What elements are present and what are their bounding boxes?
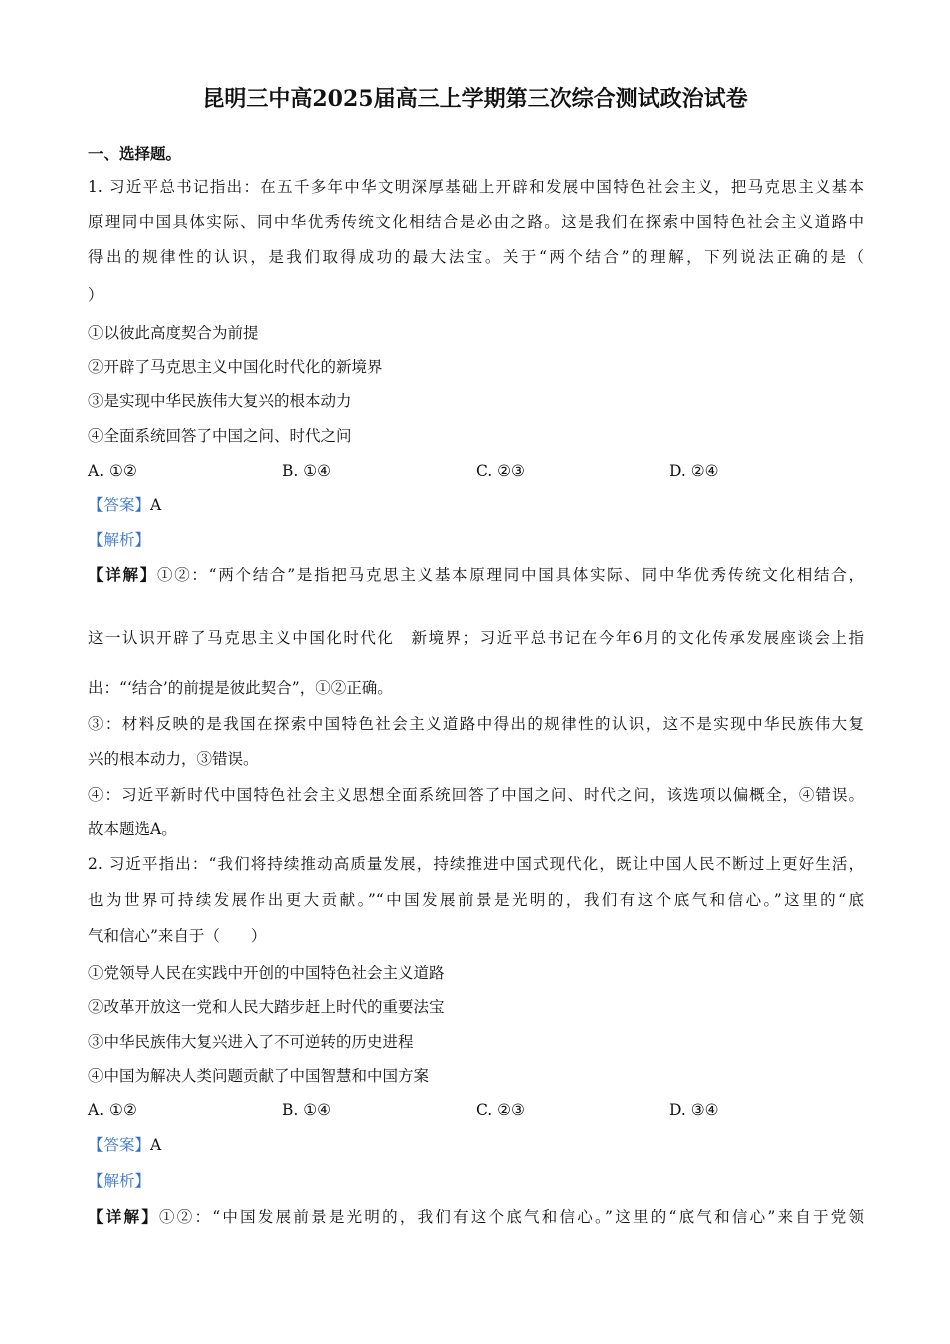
q1-option-d: D. ②④ [669,462,719,480]
q1-item-4: ④全面系统回答了中国之问、时代之问 [88,427,352,445]
q2-detail-text-1: ①②：“中国发展前景是光明的，我们有这个底气和信心。”这里的“底气和信心”来自于党领 [158,1208,864,1226]
q1-detail-line-6: ④：习近平新时代中国特色社会主义思想全面系统回答了中国之问、时代之问，该选项以偏概全，④错误。 [88,786,864,804]
q2-stem-line-1: 2. 习近平指出：“我们将持续推动高质量发展，持续推进中国式现代化，既让中国人民不断过上更好生活， [88,855,864,873]
q2-stem-line-3: 气和信心”来自于（ ） [88,927,267,945]
q1-detail-line-4: ③：材料反映的是我国在探索中国特色社会主义道路中得出的规律性的认识，这不是实现中华民族伟大复 [88,715,864,733]
q1-detail-line-5: 兴的根本动力，③错误。 [88,750,259,768]
q1-stem-line-3: 得出的规律性的认识，是我们取得成功的最大法宝。关于“两个结合”的理解，下列说法正确的是（ [88,248,864,266]
q2-answer-label: 【答案】 [88,1136,151,1154]
q1-detail-line-3: 出：“‘结合’的前提是彼此契合”，①②正确。 [88,679,393,697]
q1-option-a: A. ①② [88,462,137,480]
q1-detail-label: 【详解】 [88,565,157,584]
q1-answer-label: 【答案】 [88,496,151,514]
q2-option-c: C. ②③ [476,1101,525,1119]
q2-detail-line-1 [88,1206,864,1228]
q1-answer-value: A [150,496,162,514]
q1-item-2: ②开辟了马克思主义中国化时代化的新境界 [88,358,383,376]
q2-item-4: ④中国为解决人类问题贡献了中国智慧和中国方案 [88,1067,430,1085]
q2-item-2: ②改革开放这一党和人民大踏步赶上时代的重要法宝 [88,998,445,1016]
q1-stem-line-2: 原理同中国具体实际、同中华优秀传统文化相结合是必由之路。这是我们在探索中国特色社会主义道路中 [88,213,864,231]
q1-option-c: C. ②③ [476,462,525,480]
q1-detail-line-7: 故本题选A。 [88,820,177,838]
q2-detail-label: 【详解】 [88,1207,159,1226]
q2-answer-value: A [150,1136,162,1154]
q1-detail-line-1 [88,564,864,586]
q2-option-b: B. ①④ [282,1101,332,1119]
q1-stem-line-1: 1. 习近平总书记指出：在五千多年中华文明深厚基础上开辟和发展中国特色社会主义，把马克思主义基本 [88,178,864,196]
q1-analysis-label: 【解析】 [88,531,151,549]
q1-option-b: B. ①④ [282,462,332,480]
page-title: 昆明三中高2025届高三上学期第三次综合测试政治试卷 [202,86,748,112]
q2-option-a: A. ①② [88,1101,137,1119]
q2-analysis-label: 【解析】 [88,1172,151,1190]
q1-item-3: ③是实现中华民族伟大复兴的根本动力 [88,392,352,410]
q1-answer [88,494,161,516]
q1-stem-line-4: ） [88,286,104,304]
q2-item-3: ③中华民族伟大复兴进入了不可逆转的历史进程 [88,1033,414,1051]
section-heading: 一、选择题。 [88,144,182,163]
q1-item-1: ①以彼此高度契合为前提 [88,324,259,342]
q2-option-d: D. ③④ [669,1101,719,1119]
q1-detail-line-2: 这一认识开辟了马克思主义中国化时代化 新境界；习近平总书记在今年6月的文化传承发展座谈会上指 [88,629,864,647]
q2-answer [88,1134,161,1156]
q2-stem-line-2: 也为世界可持续发展作出更大贡献。”“中国发展前景是光明的，我们有这个底气和信心。”这里的“底 [88,891,864,909]
q2-item-1: ①党领导人民在实践中开创的中国特色社会主义道路 [88,964,445,982]
q1-detail-text-1: ①②：“两个结合”是指把马克思主义基本原理同中国具体实际、同中华优秀传统文化相结合， [156,566,864,584]
